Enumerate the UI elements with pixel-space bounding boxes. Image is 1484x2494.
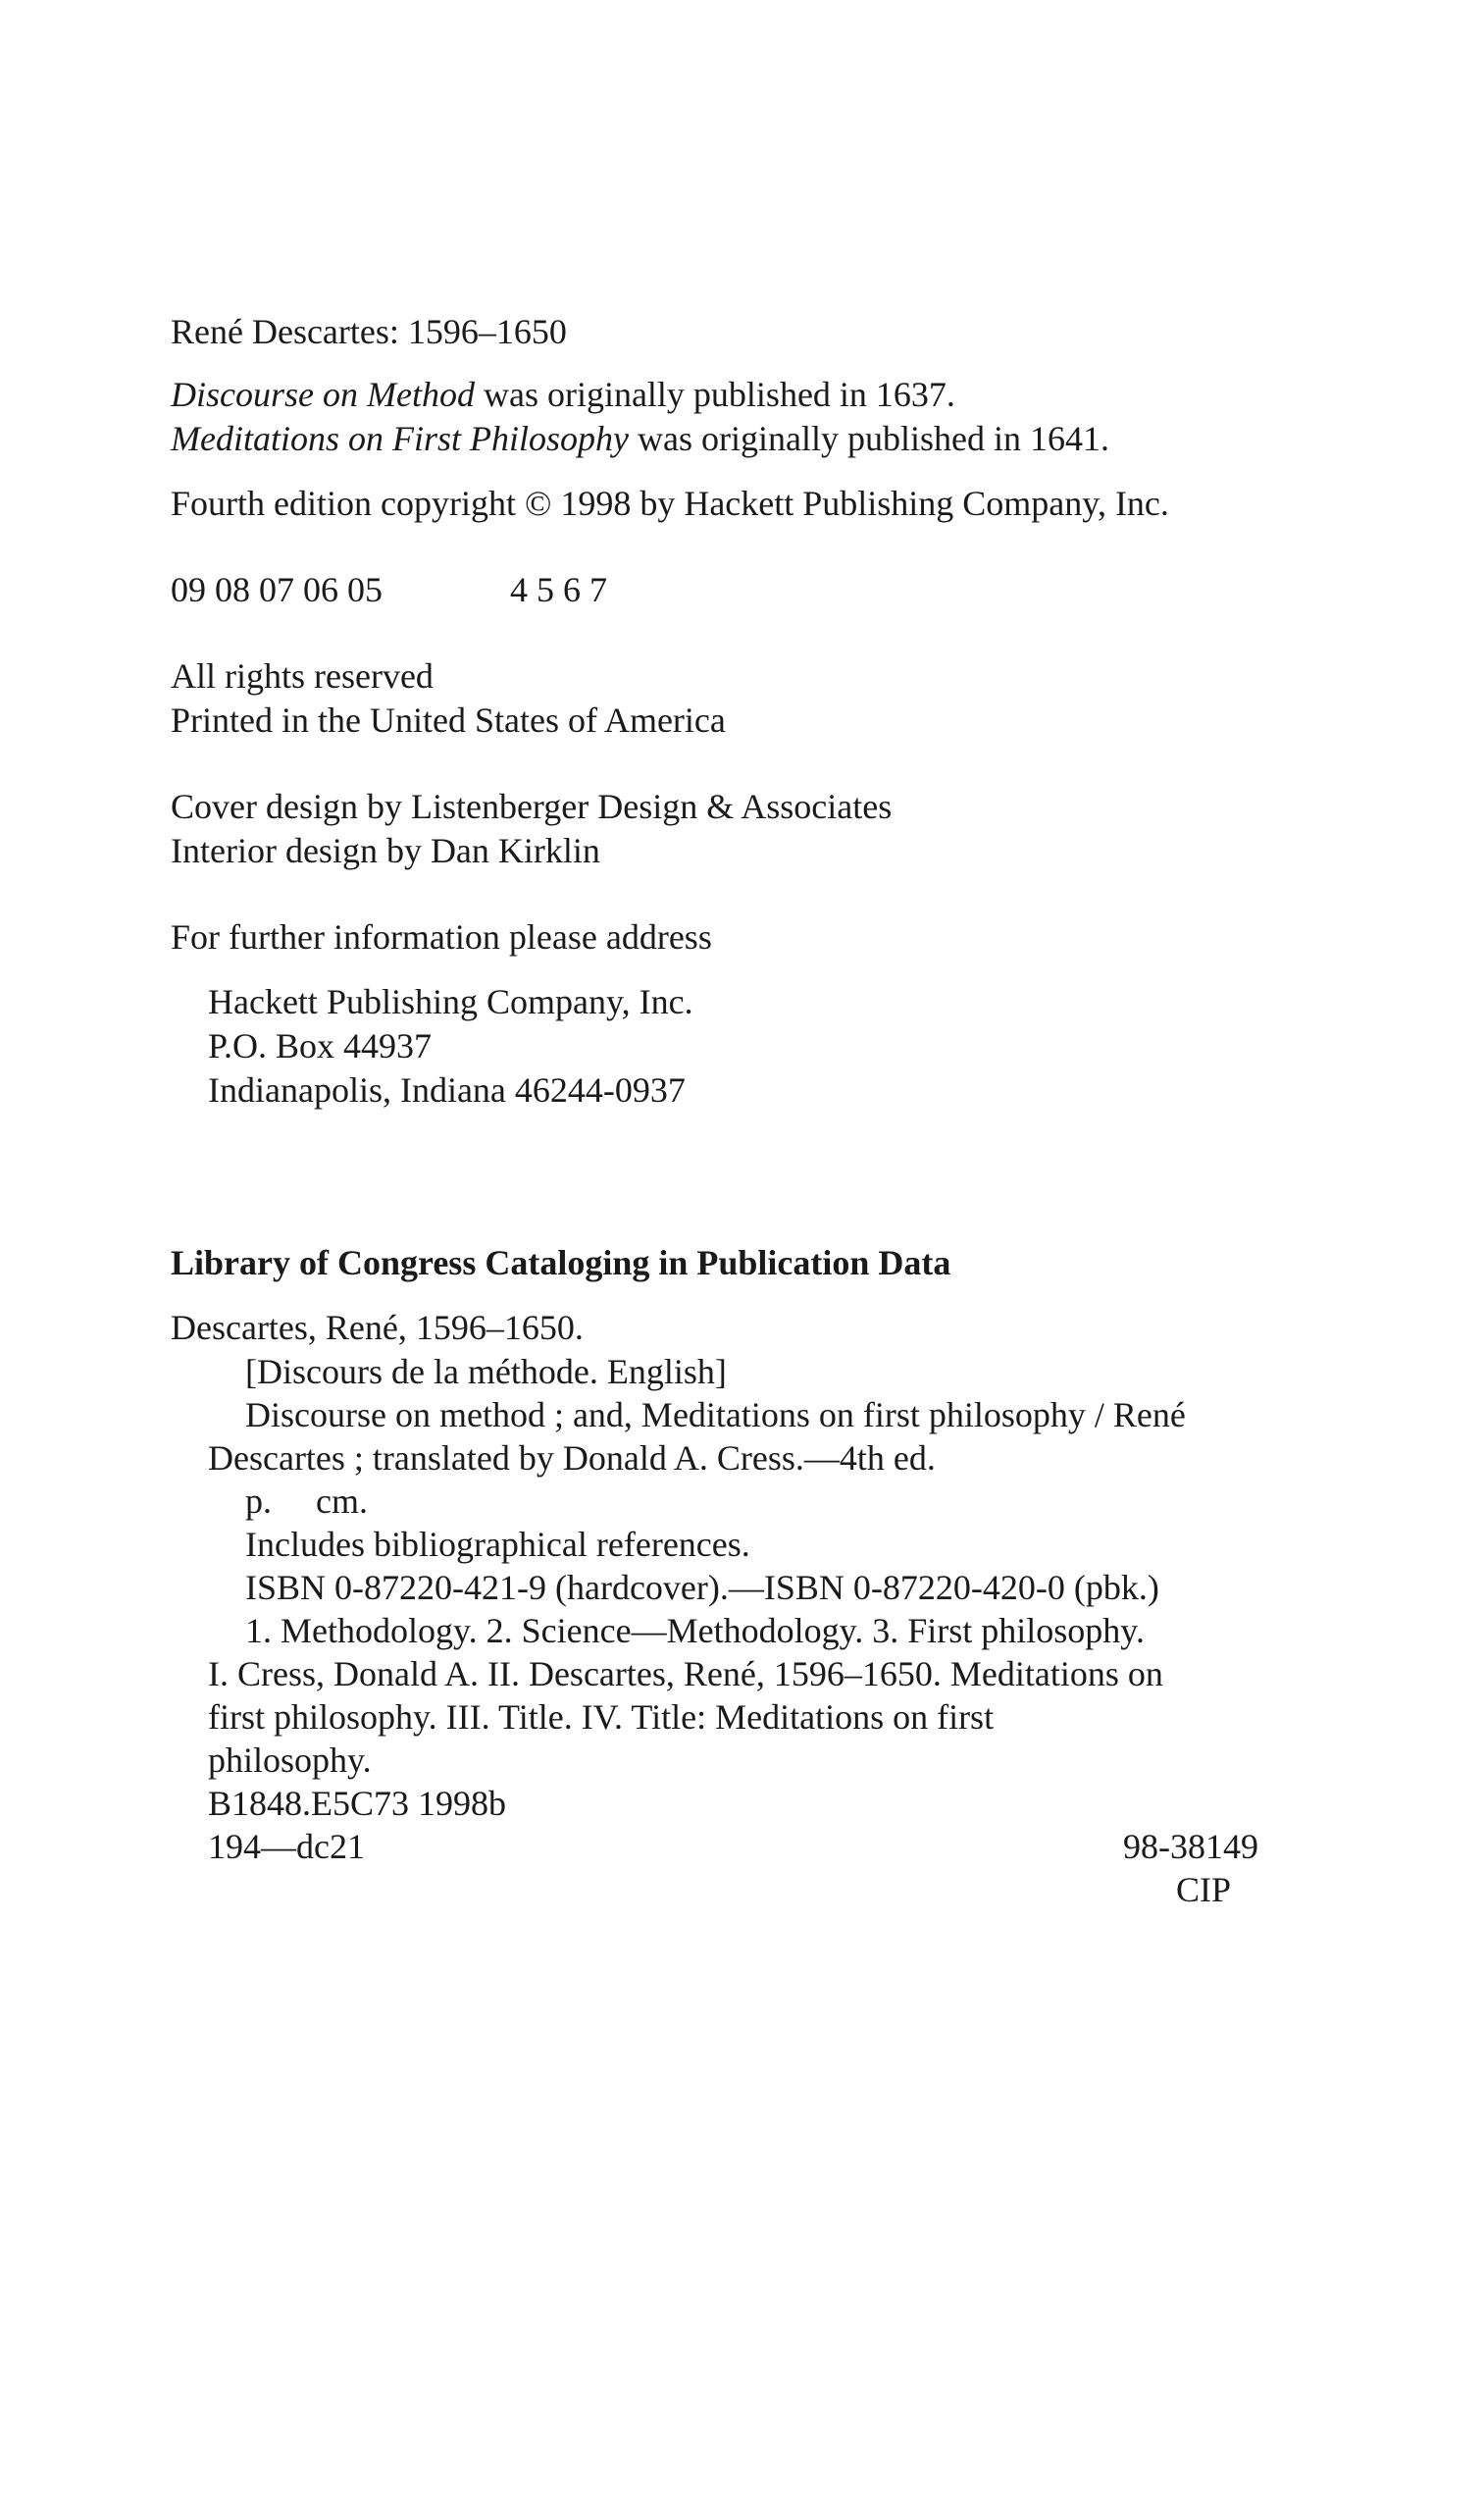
publisher-city: Indianapolis, Indiana 46244-0937: [208, 1070, 686, 1110]
meditations-title: Meditations on First Philosophy: [171, 419, 629, 458]
cip-cm: cm.: [316, 1481, 368, 1521]
meditations-pub-text: was originally published in 1641.: [628, 419, 1109, 458]
printed-in: Printed in the United States of America: [171, 701, 726, 740]
print-numbers: 4 5 6 7: [510, 570, 607, 609]
cip-label: CIP: [1175, 1870, 1231, 1909]
interior-design-credit: Interior design by Dan Kirklin: [171, 831, 600, 870]
publication-note-discourse: [171, 373, 955, 416]
contact-intro: For further information please address: [171, 917, 712, 957]
cip-title-line-2: Descartes ; translated by Donald A. Cress.—4th ed.: [208, 1438, 936, 1478]
cip-lccn: 98-38149: [1123, 1827, 1258, 1866]
print-years: 09 08 07 06 05: [171, 570, 383, 609]
cip-author: Descartes, René, 1596–1650.: [171, 1308, 584, 1347]
author-dates: René Descartes: 1596–1650: [171, 312, 567, 351]
publisher-name: Hackett Publishing Company, Inc.: [208, 982, 693, 1021]
cip-subjects-line-3: first philosophy. III. Title. IV. Title: Meditations on first: [208, 1697, 995, 1737]
cip-subjects-line-4: philosophy.: [208, 1741, 372, 1780]
cip-includes: Includes bibliographical references.: [245, 1525, 750, 1564]
cip-p: p.: [245, 1481, 272, 1521]
publication-note-meditations: [171, 417, 1109, 460]
cip-subjects-line-1: 1. Methodology. 2. Science—Methodology. 3. First philosophy.: [245, 1611, 1145, 1650]
cover-design-credit: Cover design by Listenberger Design & Associates: [171, 787, 893, 826]
discourse-title: Discourse on Method: [171, 375, 475, 414]
copyright-notice: Fourth edition copyright © 1998 by Hackett Publishing Company, Inc.: [171, 484, 1169, 523]
cip-uniform-title: [Discours de la méthode. English]: [245, 1352, 727, 1391]
cip-physical-description: [245, 1480, 368, 1523]
cip-heading: Library of Congress Cataloging in Publication Data: [171, 1243, 951, 1282]
printing-line: [171, 568, 607, 611]
publisher-po-box: P.O. Box 44937: [208, 1026, 433, 1065]
discourse-pub-text: was originally published in 1637.: [474, 375, 955, 414]
cip-title-line-1: Discourse on method ; and, Meditations on first philosophy / René: [245, 1395, 1186, 1434]
cip-dewey: 194—dc21: [208, 1827, 365, 1866]
cip-subjects-line-2: I. Cress, Donald A. II. Descartes, René, 1596–1650. Meditations on: [208, 1654, 1163, 1693]
rights-reserved: All rights reserved: [171, 656, 434, 696]
cip-call-number: B1848.E5C73 1998b: [208, 1784, 507, 1823]
cip-isbn: ISBN 0-87220-421-9 (hardcover).—ISBN 0-87220-420-0 (pbk.): [245, 1568, 1159, 1607]
